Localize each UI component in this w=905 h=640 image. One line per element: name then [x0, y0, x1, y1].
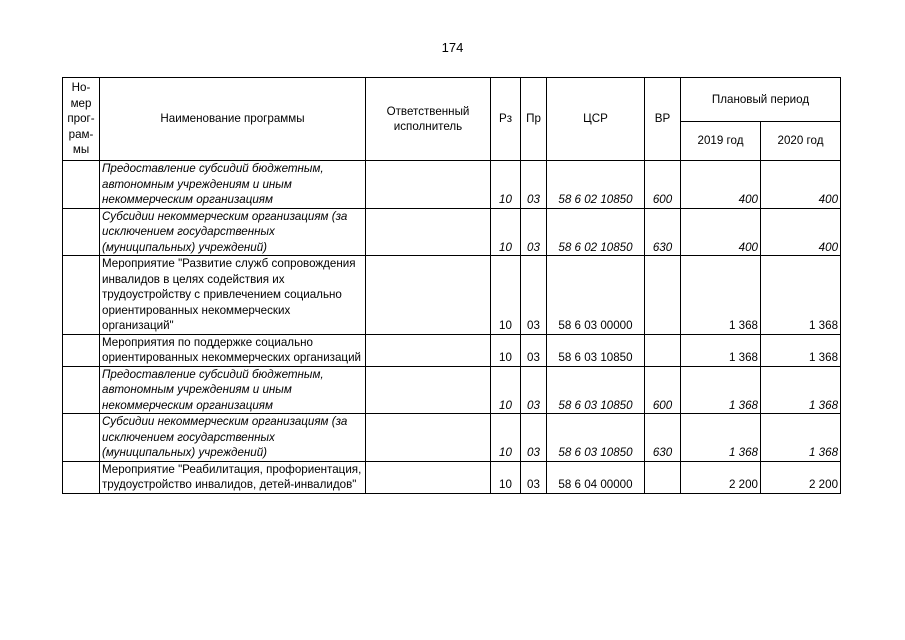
cell-rz: 10: [491, 208, 521, 256]
cell-vr: [645, 256, 681, 335]
cell-rz: 10: [491, 414, 521, 462]
cell-responsible-executor: [366, 366, 491, 414]
cell-program-name: Предоставление субсидий бюджетным, автономным учреждениям и иным некоммерческим организациям: [100, 161, 366, 209]
table-row: [63, 334, 841, 366]
header-vr: ВР: [645, 78, 681, 161]
cell-vr: [645, 461, 681, 493]
header-pr: Пр: [521, 78, 547, 161]
table-row: [63, 366, 841, 414]
header-year-2020: 2020 год: [761, 122, 841, 161]
cell-amount-2019: 1 368: [681, 414, 761, 462]
header-program-number: Но-мер прог-рам-мы: [63, 78, 100, 161]
cell-program-name: Мероприятие "Развитие служб сопровождения инвалидов в целях содействия их трудоустройству с привлечением социально ориентированных некоммерческих организаций": [100, 256, 366, 335]
cell-program-name: Мероприятие "Реабилитация, профориентация, трудоустройство инвалидов, детей-инвалидов": [100, 461, 366, 493]
cell-program-name: Субсидии некоммерческим организациям (за исключением государственных (муниципальных) учреждений): [100, 414, 366, 462]
budget-table: [62, 77, 841, 494]
table-row: [63, 461, 841, 493]
cell-amount-2020: 2 200: [761, 461, 841, 493]
header-rz: Рз: [491, 78, 521, 161]
header-csr: ЦСР: [547, 78, 645, 161]
table-row: [63, 208, 841, 256]
cell-csr: 58 6 02 10850: [547, 208, 645, 256]
cell-vr: 630: [645, 208, 681, 256]
cell-responsible-executor: [366, 256, 491, 335]
cell-amount-2019: 1 368: [681, 366, 761, 414]
table-row: [63, 256, 841, 335]
cell-program-number: [63, 461, 100, 493]
cell-vr: 600: [645, 161, 681, 209]
cell-pr: 03: [521, 161, 547, 209]
cell-pr: 03: [521, 208, 547, 256]
cell-responsible-executor: [366, 461, 491, 493]
cell-rz: 10: [491, 334, 521, 366]
cell-rz: 10: [491, 161, 521, 209]
cell-responsible-executor: [366, 161, 491, 209]
cell-csr: 58 6 04 00000: [547, 461, 645, 493]
header-program-name: Наименование программы: [100, 78, 366, 161]
cell-pr: 03: [521, 256, 547, 335]
header-year-2019: 2019 год: [681, 122, 761, 161]
cell-vr: 630: [645, 414, 681, 462]
cell-amount-2019: 400: [681, 208, 761, 256]
cell-amount-2020: 1 368: [761, 256, 841, 335]
cell-amount-2020: 1 368: [761, 366, 841, 414]
cell-pr: 03: [521, 461, 547, 493]
cell-csr: 58 6 03 10850: [547, 334, 645, 366]
cell-program-number: [63, 208, 100, 256]
cell-amount-2019: 1 368: [681, 256, 761, 335]
cell-amount-2019: 1 368: [681, 334, 761, 366]
cell-program-number: [63, 256, 100, 335]
table-row: [63, 414, 841, 462]
header-planning-period: Плановый период: [681, 78, 841, 122]
cell-pr: 03: [521, 366, 547, 414]
cell-pr: 03: [521, 334, 547, 366]
cell-amount-2020: 400: [761, 208, 841, 256]
cell-vr: [645, 334, 681, 366]
cell-rz: 10: [491, 256, 521, 335]
cell-amount-2020: 400: [761, 161, 841, 209]
cell-program-name: Мероприятия по поддержке социально ориентированных некоммерческих организаций: [100, 334, 366, 366]
cell-program-name: Предоставление субсидий бюджетным, автономным учреждениям и иным некоммерческим организациям: [100, 366, 366, 414]
cell-amount-2020: 1 368: [761, 334, 841, 366]
cell-responsible-executor: [366, 208, 491, 256]
cell-program-number: [63, 334, 100, 366]
cell-amount-2019: 2 200: [681, 461, 761, 493]
table-row: [63, 161, 841, 209]
cell-csr: 58 6 03 10850: [547, 366, 645, 414]
cell-csr: 58 6 02 10850: [547, 161, 645, 209]
cell-responsible-executor: [366, 334, 491, 366]
cell-program-name: Субсидии некоммерческим организациям (за исключением государственных (муниципальных) учреждений): [100, 208, 366, 256]
table-header: [63, 78, 841, 161]
cell-rz: 10: [491, 366, 521, 414]
cell-vr: 600: [645, 366, 681, 414]
cell-program-number: [63, 161, 100, 209]
cell-csr: 58 6 03 00000: [547, 256, 645, 335]
cell-responsible-executor: [366, 414, 491, 462]
cell-rz: 10: [491, 461, 521, 493]
cell-pr: 03: [521, 414, 547, 462]
cell-program-number: [63, 366, 100, 414]
cell-amount-2020: 1 368: [761, 414, 841, 462]
header-responsible-executor: Ответственный исполнитель: [366, 78, 491, 161]
cell-csr: 58 6 03 10850: [547, 414, 645, 462]
cell-program-number: [63, 414, 100, 462]
page-number: 174: [441, 40, 464, 55]
cell-amount-2019: 400: [681, 161, 761, 209]
table-body: [63, 161, 841, 494]
